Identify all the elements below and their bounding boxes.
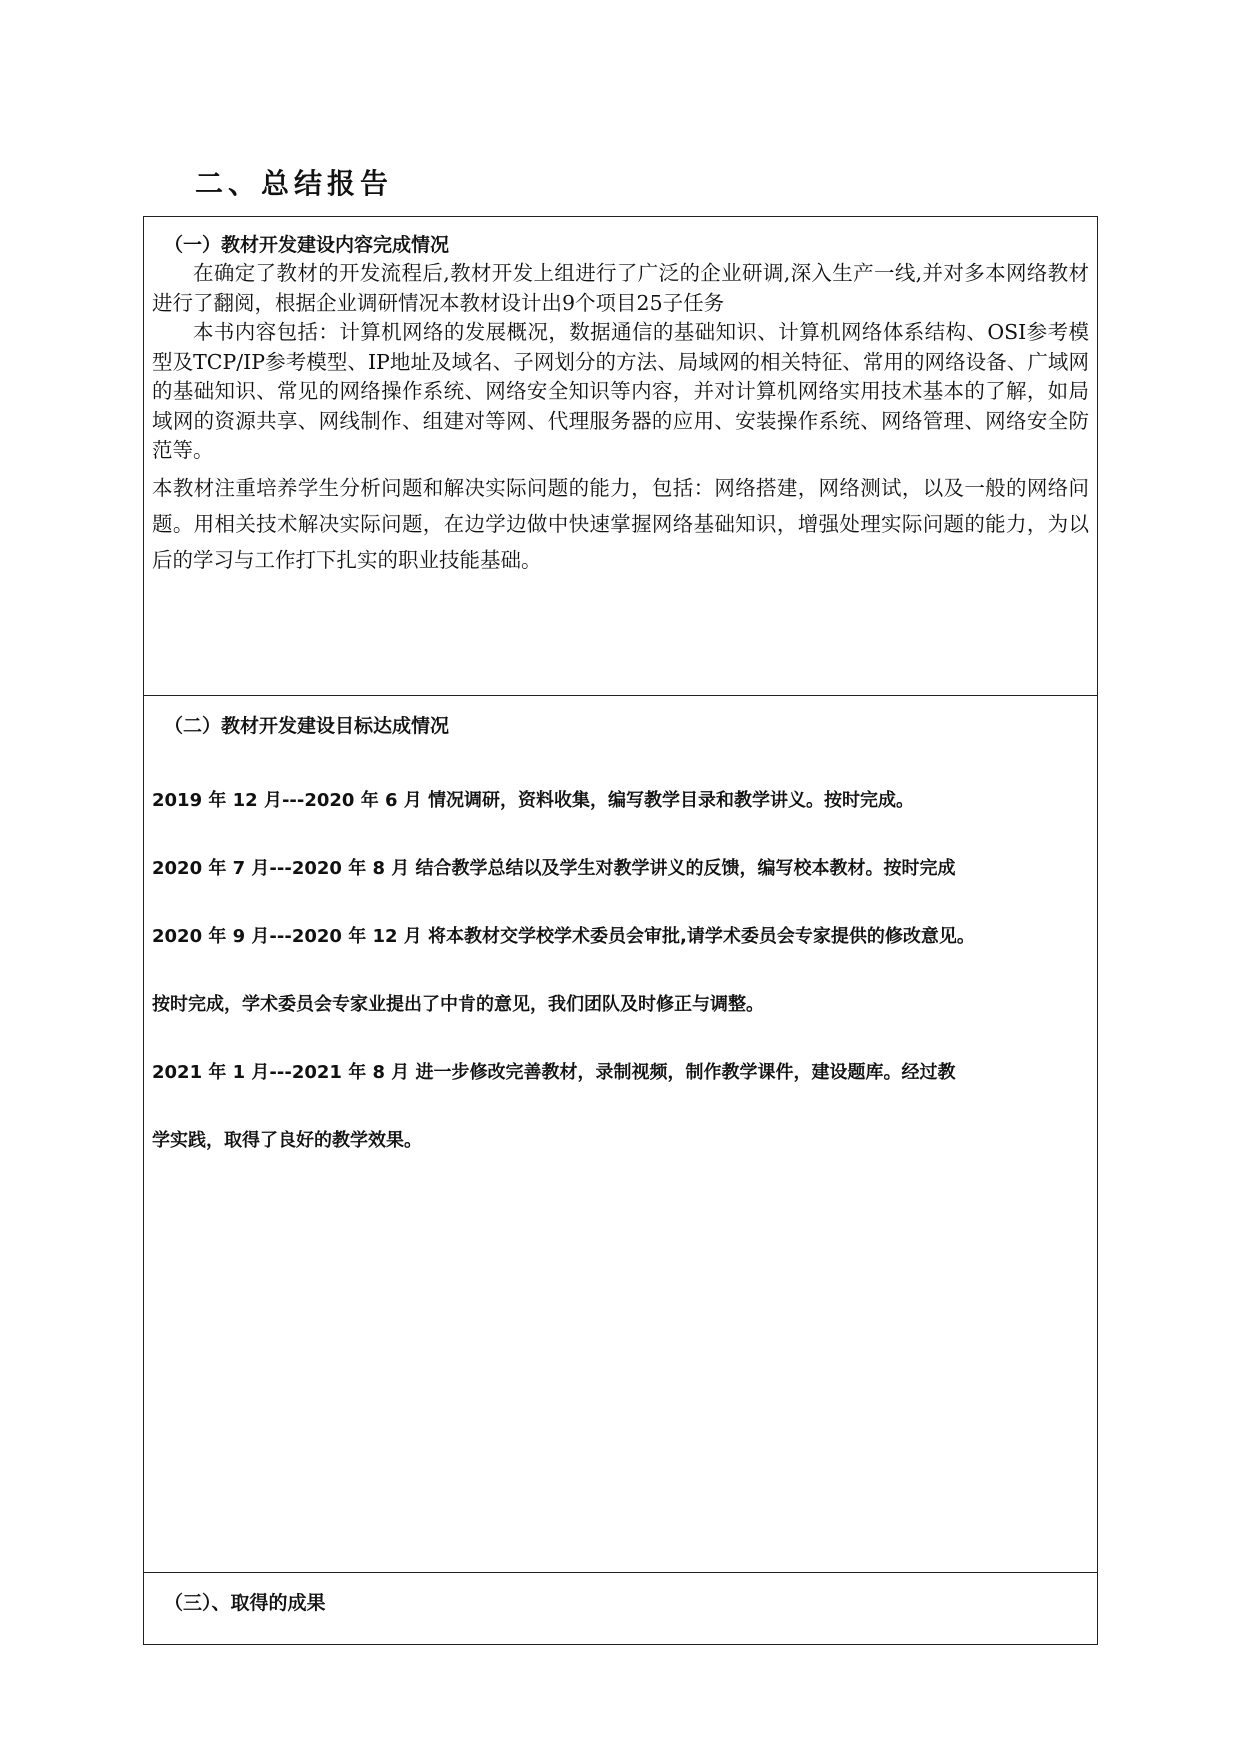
- timeline-entry: 按时完成，学术委员会专家业提出了中肯的意见，我们团队及时修正与调整。: [152, 994, 764, 1015]
- section-content-completion: [144, 217, 1097, 695]
- section-title: （三）、取得的成果: [164, 1592, 326, 1614]
- section-achievements: [144, 1572, 1097, 1644]
- paragraph: 在确定了教材的开发流程后,教材开发上组进行了广泛的企业研调,深入生产一线,并对多本网络教材进行了翻阅，根据企业调研情况本教材设计出9个项目25子任务: [152, 261, 1089, 315]
- page-title: 二、总结报告: [195, 167, 394, 200]
- timeline-entry: 2020 年 7 月---2020 年 8 月 结合教学总结以及学生对教学讲义的反馈，编写校本教材。按时完成: [152, 858, 956, 879]
- timeline-entry: 2019 年 12 月---2020 年 6 月 情况调研，资料收集，编写教学目录和教学讲义。按时完成。: [152, 790, 915, 811]
- report-table: [143, 216, 1098, 1645]
- timeline-entry: 学实践，取得了良好的教学效果。: [152, 1130, 422, 1151]
- paragraph: 本书内容包括：计算机网络的发展概况，数据通信的基础知识、计算机网络体系结构、OSI参考模型及TCP/IP参考模型、IP地址及域名、子网划分的方法、局域网的相关特征、常用的网络设备、广域网的基础知识、常见的网络操作系统、网络安全知识等内容，并对计算机网络实用技术基本的了解，如局域网的资源共享、网线制作、组建对等网、代理服务器的应用、安装操作系统、网络管理、网络安全防范等。: [152, 320, 1089, 462]
- timeline-list: [152, 786, 1089, 1152]
- timeline-entry: 2020 年 9 月---2020 年 12 月 将本教材交学校学术委员会审批,请学术委员会专家提供的修改意见。: [152, 926, 975, 947]
- section-goal-achievement: [144, 695, 1097, 1572]
- section-title: （二）教材开发建设目标达成情况: [164, 715, 450, 737]
- paragraph: 本教材注重培养学生分析问题和解决实际问题的能力，包括：网络搭建，网络测试，以及一般的网络问题。用相关技术解决实际问题，在边学边做中快速掌握网络基础知识，增强处理实际问题的能力，为以后的学习与工作打下扎实的职业技能基础。: [152, 475, 1089, 572]
- section-title: （一）教材开发建设内容完成情况: [164, 234, 450, 256]
- timeline-entry: 2021 年 1 月---2021 年 8 月 进一步修改完善教材，录制视频，制作教学课件，建设题库。经过教: [152, 1062, 956, 1083]
